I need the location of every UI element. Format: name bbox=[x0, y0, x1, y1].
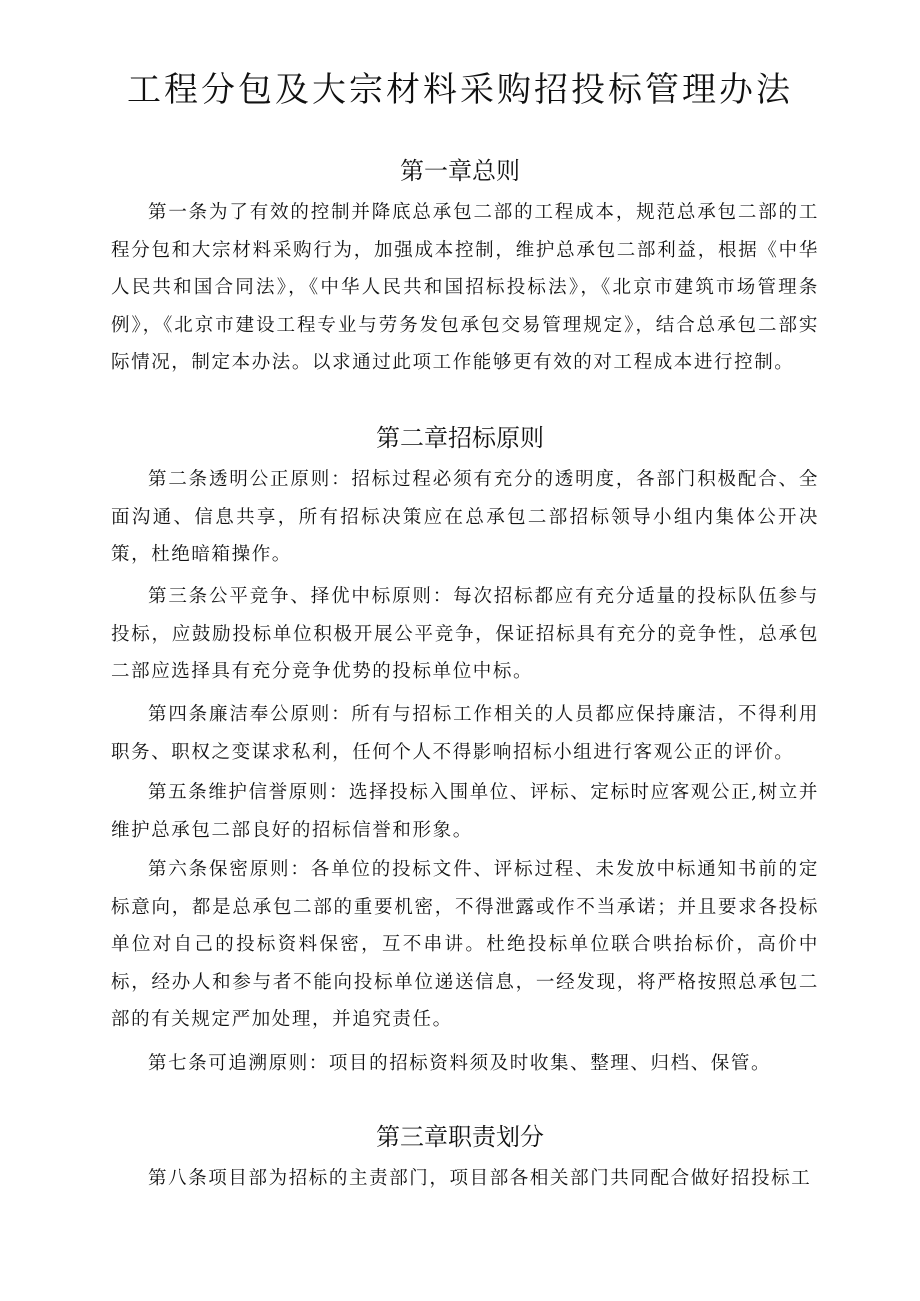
article-6: 第六条保密原则：各单位的投标文件、评标过程、未发放中标通知书前的定标意向，都是总承包二部的重要机密，不得泄露或作不当承诺；并且要求各投标单位对自己的投标资料保密，互不串讲。杜绝投标单位联合哄抬标价，高价中标，经办人和参与者不能向投标单位递送信息，一经发现，将严格按照总承包二部的有关规定严加处理，并追究责任。 bbox=[111, 859, 819, 1030]
chapter-2-heading: 第二章招标原则 bbox=[376, 424, 544, 452]
article-3: 第三条公平竞争、择优中标原则：每次招标都应有充分适量的投标队伍参与投标，应鼓励投标单位积极开展公平竞争，保证招标具有充分的竞争性，总承包二部应选择具有充分竞争优势的投标单位中标。 bbox=[111, 586, 819, 682]
article-5: 第五条维护信誉原则：选择投标入围单位、评标、定标时应客观公正,树立并维护总承包二部良好的招标信誉和形象。 bbox=[111, 782, 819, 841]
article-7: 第七条可追溯原则：项目的招标资料须及时收集、整理、归档、保管。 bbox=[148, 1053, 772, 1074]
document-title: 工程分包及大宗材料采购招投标管理办法 bbox=[127, 70, 793, 110]
chapter-1-heading: 第一章总则 bbox=[400, 157, 520, 185]
article-4: 第四条廉洁奉公原则：所有与招标工作相关的人员都应保持廉洁，不得利用职务、职权之变谋求私利，任何个人不得影响招标小组进行客观公正的评价。 bbox=[111, 704, 819, 763]
article-1: 第一条为了有效的控制并降底总承包二部的工程成本，规范总承包二部的工程分包和大宗材料采购行为，加强成本控制，维护总承包二部利益，根据《中华人民共和国合同法》，《中华人民共和国招标投标法》，《北京市建筑市场管理条例》，《北京市建设工程专业与劳务发包承包交易管理规定》，结合总承包二部实际情况，制定本办法。以求通过此项工作能够更有效的对工程成本进行控制。 bbox=[111, 202, 819, 373]
article-8: 第八条项目部为招标的主责部门，项目部各相关部门共同配合做好招投标工 bbox=[148, 1168, 812, 1189]
chapter-3-heading: 第三章职责划分 bbox=[376, 1123, 544, 1151]
article-2: 第二条透明公正原则：招标过程必须有充分的透明度，各部门积极配合、全面沟通、信息共享，所有招标决策应在总承包二部招标领导小组内集体公开决策，杜绝暗箱操作。 bbox=[111, 469, 819, 565]
